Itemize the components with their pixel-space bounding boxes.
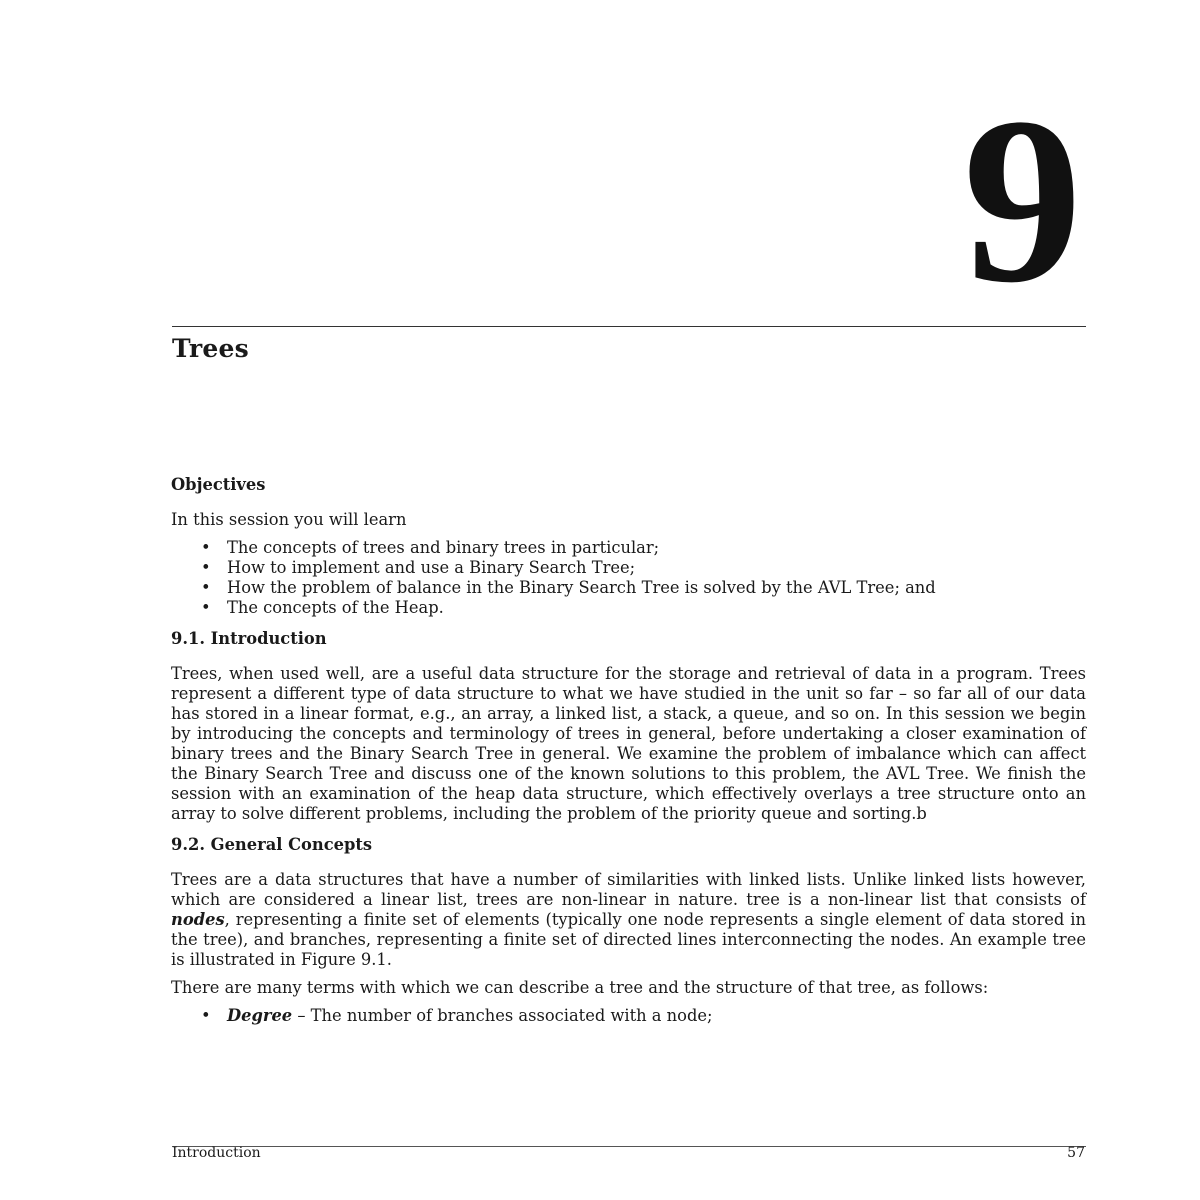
objectives-intro: In this session you will learn bbox=[171, 510, 407, 529]
objective-text: How the problem of balance in the Binary Search Tree is solved by the AVL Tree; and bbox=[227, 578, 936, 597]
term-definition: – The number of branches associated with a node; bbox=[292, 1006, 713, 1025]
objectives-heading: Objectives bbox=[171, 475, 266, 494]
objectives-list bbox=[171, 538, 1086, 618]
list-item bbox=[201, 538, 1086, 558]
bullet-icon: • bbox=[201, 558, 211, 577]
list-item bbox=[201, 578, 1086, 598]
objective-text: The concepts of the Heap. bbox=[227, 598, 444, 617]
page-body bbox=[171, 472, 1086, 1026]
footer-rule bbox=[172, 1146, 1086, 1147]
list-item bbox=[201, 1006, 1086, 1026]
footer-section-name: Introduction bbox=[172, 1145, 261, 1161]
list-item bbox=[201, 558, 1086, 578]
chapter-title: Trees bbox=[172, 334, 249, 363]
chapter-number: 9 bbox=[963, 69, 1082, 332]
term-label: Degree bbox=[227, 1006, 293, 1025]
terms-intro-paragraph: There are many terms with which we can describe a tree and the structure of that tree, as follows: bbox=[171, 978, 989, 997]
bullet-icon: • bbox=[201, 1006, 211, 1025]
bullet-icon: • bbox=[201, 578, 211, 597]
terms-list bbox=[171, 1006, 1086, 1026]
objective-text: How to implement and use a Binary Search Tree; bbox=[227, 558, 636, 577]
objective-text: The concepts of trees and binary trees in particular; bbox=[227, 538, 660, 557]
section-heading-introduction: 9.1. Introduction bbox=[171, 629, 327, 648]
introduction-paragraph: Trees, when used well, are a useful data structure for the storage and retrieval of data in a program. Trees represent a different type of data structure to what we have studied in the unit so far – so far all of our data has stored in a linear format, e.g., an array, a linked list, a stack, a queue, and so on. In this session we begin by introducing the concepts and terminology of trees in general, before undertaking a closer examination of binary trees and the Binary Search Tree in general. We examine the problem of imbalance which can affect the Binary Search Tree and discuss one of the known solutions to this problem, the AVL Tree. We finish the session with an examination of the heap data structure, which effectively overlays a tree structure onto an array to solve different problems, including the problem of the priority queue and sorting.b bbox=[171, 664, 1086, 823]
list-item bbox=[201, 598, 1086, 618]
bullet-icon: • bbox=[201, 598, 211, 617]
bullet-icon: • bbox=[201, 538, 211, 557]
page-number: 57 bbox=[1067, 1145, 1085, 1161]
section-heading-general-concepts: 9.2. General Concepts bbox=[171, 835, 373, 854]
general-concepts-paragraph: Trees are a data structures that have a number of similarities with linked lists. Unlike linked lists however, which are considered a linear list, trees are non-linear in nature. tree is a non-linear list that consists of nodes, representing a finite set of elements (typically one node represents a single element of data stored in the tree), and branches, representing a finite set of directed lines interconnecting the nodes. An example tree is illustrated in Figure 9.1. bbox=[171, 870, 1086, 969]
chapter-title-rule bbox=[172, 326, 1086, 327]
emphasis-nodes: nodes bbox=[171, 910, 225, 929]
